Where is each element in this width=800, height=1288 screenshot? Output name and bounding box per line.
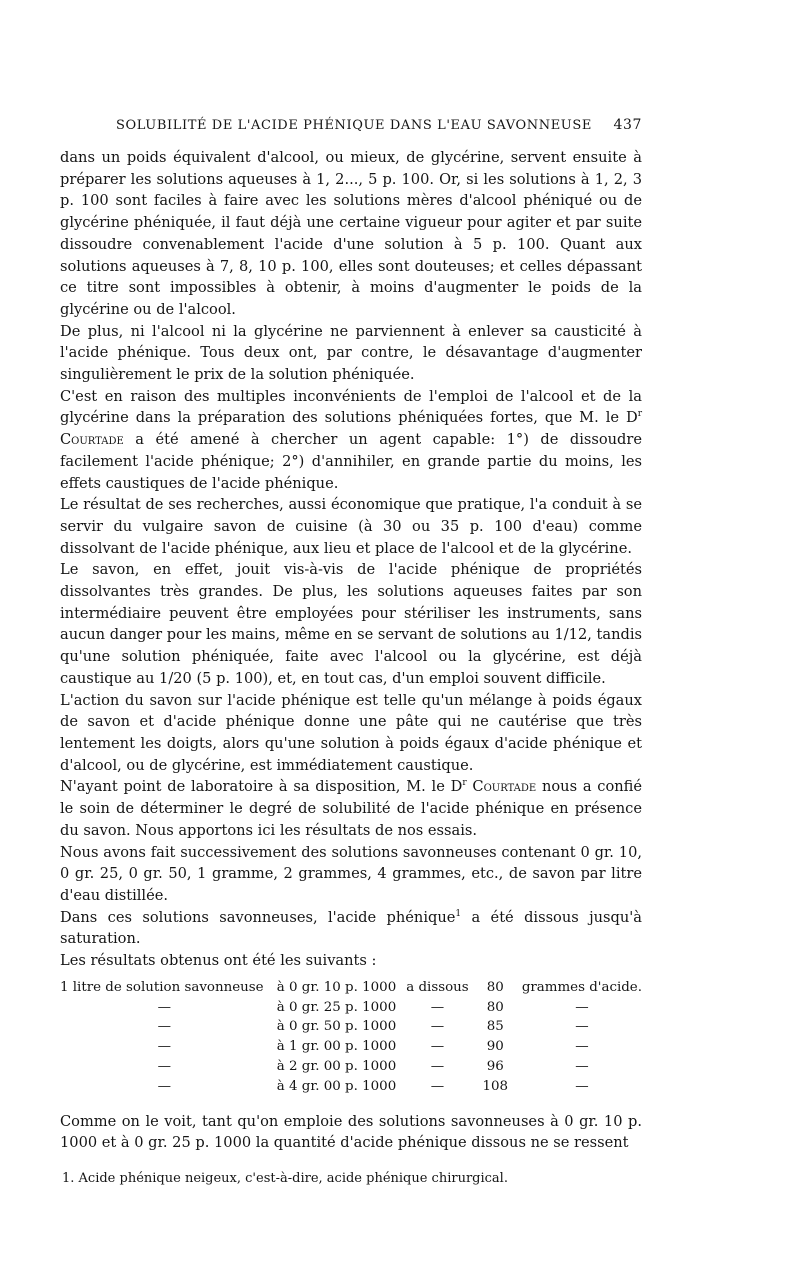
page (60, 117, 642, 1188)
table-cell: 90 (486, 1039, 504, 1055)
paragraph: De plus, ni l'alcool ni la glycérine ne parviennent à enlever sa causticité à l'acide phénique. Tous deux ont, par contre, le désavantage d'augmenter singulièrement le prix de la solution phéniquée. (60, 322, 642, 384)
results-table (60, 978, 642, 1097)
table-cell: — (575, 1058, 589, 1074)
table-cell: — (430, 1019, 445, 1035)
table-cell: 80 (486, 979, 504, 995)
paragraph: Nous avons fait successivement des solutions savonneuses contenant 0 gr. 10, 0 gr. 25, 0 gr. 50, 1 gramme, 2 grammes, 4 grammes, etc., de savon par litre d'eau distillée. (60, 843, 642, 904)
table-cell: 108 (482, 1078, 508, 1094)
body-text (60, 147, 642, 1154)
paragraph: Les résultats obtenus ont été les suivants : (60, 952, 377, 970)
footnote-marker: 1 (455, 908, 462, 919)
table-cell: — (430, 1039, 445, 1055)
page-number: 437 (613, 117, 642, 133)
table-row (60, 998, 642, 1018)
table-cell: à 1 gr. 00 p. 1000 (276, 1039, 397, 1055)
table-cell: — (575, 1039, 589, 1055)
paragraph: Dans ces solutions savonneuses, l'acide phénique$^1$ a été dissous jusqu'à saturation. (60, 908, 642, 948)
table-cell: à 2 gr. 00 p. 1000 (276, 1058, 397, 1074)
paragraph: N'ayant point de laboratoire à sa disposition, M. le $D^r$ Courtade nous a confié le soin de déterminer le degré de solubilité de l'acide phénique en présence du savon. Nous apportons ici les résultats de nos essais. (60, 778, 643, 839)
table-row (60, 1077, 642, 1097)
table-cell: — (430, 999, 445, 1015)
table-cell: — (430, 1078, 445, 1094)
author-name: Courtade (60, 431, 124, 449)
table-cell: à 0 gr. 50 p. 1000 (276, 1019, 397, 1035)
table-cell: — (575, 1019, 589, 1035)
running-title: SOLUBILITÉ DE L'ACIDE PHÉNIQUE DANS L'EAU SAVONNEUSE (116, 118, 592, 133)
table-cell: 96 (486, 1058, 504, 1074)
paragraph: Le résultat de ses recherches, aussi économique que pratique, l'a conduit à se servir du vulgaire savon de cuisine (à 30 ou 35 p. 100 d'eau) comme dissolvant de l'acide phénique, aux lieu et place de l'alcool et de la glycérine. (60, 496, 642, 557)
table-cell: — (157, 1019, 172, 1035)
table-row (60, 1017, 642, 1037)
table-cell: — (157, 1039, 172, 1055)
table-cell: 1 litre de solution savonneuse (60, 979, 264, 995)
table-cell: a dissous (406, 979, 469, 995)
table-cell: 80 (486, 999, 504, 1015)
running-header (60, 117, 642, 133)
table-cell: à 4 gr. 00 p. 1000 (276, 1078, 397, 1094)
paragraph: C'est en raison des multiples inconvénients de l'emploi de l'alcool et de la glycérine dans la préparation des solutions phéniquées fortes, que M. le $D^r$ Courtade a été amené à chercher un agent capable: 1°) de dissoudre facilement l'acide phénique; 2°) d'annihiler, en grande partie du moins, les effets caustiques de l'acide phénique. (60, 387, 642, 492)
table-cell: à 0 gr. 10 p. 1000 (276, 979, 397, 995)
table-cell: — (575, 999, 589, 1015)
table-cell: — (430, 1058, 445, 1074)
table-cell: 85 (486, 1019, 504, 1035)
table-row (60, 978, 642, 998)
table-cell: — (157, 1078, 172, 1094)
paragraph: dans un poids équivalent d'alcool, ou mieux, de glycérine, servent ensuite à préparer les solutions aqueuses à 1, 2..., 5 p. 100. Or, si les solutions à 1, 2, 3 p. 100 sont faciles à faire avec les solutions mères d'alcool phéniqué ou de glycérine phéniquée, il faut déjà une certaine vigueur pour agiter et par suite dissoudre convenablement l'acide d'une solution à 5 p. 100. Quant aux solutions aqueuses à 7, 8, 10 p. 100, elles sont douteuses; et celles dépassant ce titre sont impossibles à obtenir, à moins d'augmenter le poids de la glycérine ou de l'alcool. (60, 149, 642, 318)
table-row (60, 1037, 642, 1057)
paragraph: L'action du savon sur l'acide phénique est telle qu'un mélange à poids égaux de savon et d'acide phénique donne une pâte qui ne cautérise que très lentement les doigts, alors qu'une solution à poids égaux d'acide phénique et d'alcool, ou de glycérine, est immédiatement caustique. (60, 691, 642, 774)
footnote: 1. Acide phénique neigeux, c'est-à-dire, acide phénique chirurgical. (62, 1170, 508, 1186)
table-cell: à 0 gr. 25 p. 1000 (276, 999, 397, 1015)
paragraph: Comme on le voit, tant qu'on emploie des solutions savonneuses à 0 gr. 10 p. 1000 et à 0 gr. 25 p. 1000 la quantité d'acide phénique dissous ne se ressent (60, 1112, 642, 1152)
table-row (60, 1057, 642, 1077)
table-cell: — (157, 1058, 172, 1074)
table-cell: — (157, 999, 172, 1015)
table-cell: — (575, 1078, 589, 1094)
table-cell: grammes d'acide. (521, 979, 642, 995)
author-name: Courtade (472, 778, 537, 796)
paragraph: Le savon, en effet, jouit vis-à-vis de l'acide phénique de propriétés dissolvantes très grandes. De plus, les solutions aqueuses faites par son intermédiaire peuvent être employées pour stériliser les instruments, sans aucun danger pour les mains, même en se servant de solutions au 1/12, tandis qu'une solution phéniquée, faite avec l'alcool ou la glycérine, est déjà caustique au 1/20 (5 p. 100), et, en tout cas, d'un emploi souvent difficile. (60, 561, 642, 687)
